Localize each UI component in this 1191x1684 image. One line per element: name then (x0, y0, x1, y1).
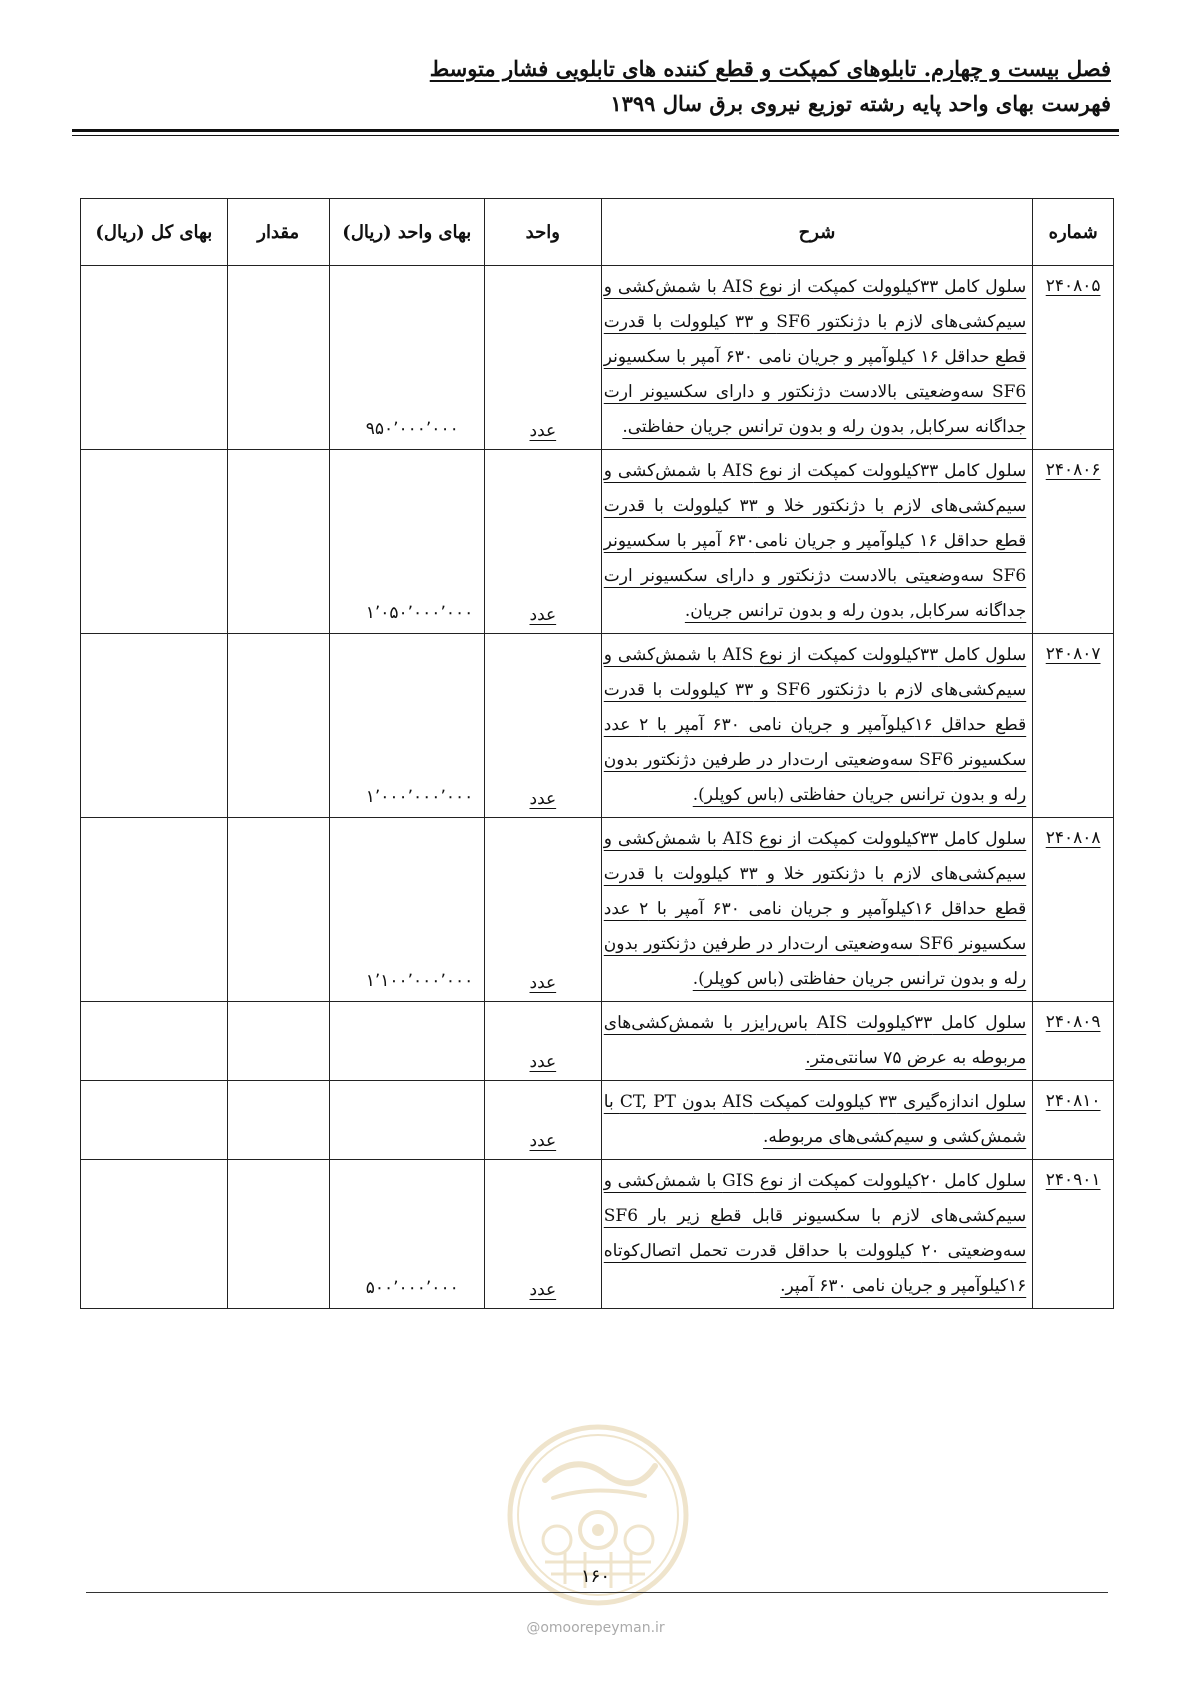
price-list-title: فهرست بهای واحد پایه رشته توزیع نیروی برق سال ۱۳۹۹ (610, 91, 1111, 116)
item-total-price (81, 1081, 228, 1160)
table-row (81, 1002, 1114, 1081)
item-unit-price: ۱٬۱۰۰٬۰۰۰٬۰۰۰ (329, 818, 484, 1002)
item-number: ۲۴۰۸۰۷ (1033, 634, 1114, 818)
item-unit-price: ۵۰۰٬۰۰۰٬۰۰۰ (329, 1160, 484, 1309)
item-unit: عدد (484, 1081, 601, 1160)
table-row (81, 450, 1114, 634)
col-header-description: شرح (601, 199, 1032, 266)
item-description: سلول کامل ۳۳کیلوولت AIS باس‌رایزر با شمش‌کشی‌های مربوطه به عرض ۷۵ سانتی‌متر. (601, 1002, 1032, 1081)
page-number: ۱۶۰ (580, 1566, 610, 1587)
table-header-row (81, 199, 1114, 266)
item-description: سلول کامل ۳۳کیلوولت کمپکت از نوع AIS با شمش‌کشی و سیم‌کشی‌های لازم با دژنکتور خلا و ۳۳ کیلوولت با قدرت قطع حداقل ۱۶ کیلوآمپر و جریان نامی۶۳۰ آمپر با سکسیونر SF6 سه‌وضعیتی بالادست دژنکتور و دارای سکسیونر ارت جداگانه سرکابل, بدون رله و بدون ترانس جریان. (601, 450, 1032, 634)
col-header-unit: واحد (484, 199, 601, 266)
table-row (81, 266, 1114, 450)
item-number: ۲۴۰۹۰۱ (1033, 1160, 1114, 1309)
col-header-total-price: بهای کل (ریال) (81, 199, 228, 266)
item-unit-price (329, 1002, 484, 1081)
item-unit-price: ۹۵۰٬۰۰۰٬۰۰۰ (329, 266, 484, 450)
item-quantity (227, 634, 329, 818)
table-row (81, 818, 1114, 1002)
item-quantity (227, 266, 329, 450)
table-row (81, 1081, 1114, 1160)
item-description: سلول کامل ۳۳کیلوولت کمپکت از نوع AIS با شمش‌کشی و سیم‌کشی‌های لازم با دژنکتور SF6 و ۳۳ کیلوولت با قدرت قطع حداقل ۱۶کیلوآمپر و جریان نامی ۶۳۰ آمپر با ۲ عدد سکسیونر SF6 سه‌وضعیتی ارت‌دار در طرفین دژنکتور بدون رله و بدون ترانس جریان حفاظتی (باس کوپلر). (601, 634, 1032, 818)
header-rule-thick (72, 129, 1119, 132)
item-unit: عدد (484, 266, 601, 450)
item-unit: عدد (484, 450, 601, 634)
item-quantity (227, 818, 329, 1002)
item-quantity (227, 450, 329, 634)
item-total-price (81, 634, 228, 818)
item-total-price (81, 1160, 228, 1309)
item-description: سلول کامل ۲۰کیلوولت کمپکت از نوع GIS با شمش‌کشی و سیم‌کشی‌های لازم با سکسیونر قابل قطع زیر بار SF6 سه‌وضعیتی ۲۰ کیلوولت با حداقل قدرت تحمل اتصال‌کوتاه ۱۶کیلوآمپر و جریان نامی ۶۳۰ آمپر. (601, 1160, 1032, 1309)
item-unit: عدد (484, 1002, 601, 1081)
item-unit: عدد (484, 1160, 601, 1309)
table-row (81, 634, 1114, 818)
item-quantity (227, 1002, 329, 1081)
item-total-price (81, 266, 228, 450)
page-header (71, 56, 1111, 116)
footer-rule (86, 1592, 1108, 1593)
chapter-title: فصل بیست و چهارم. تابلوهای کمپکت و قطع کننده های تابلویی فشار متوسط (429, 56, 1111, 81)
item-unit-price (329, 1081, 484, 1160)
item-total-price (81, 450, 228, 634)
item-number: ۲۴۰۸۰۸ (1033, 818, 1114, 1002)
item-description: سلول اندازه‌گیری ۳۳ کیلوولت کمپکت AIS بدون CT, PT با شمش‌کشی و سیم‌کشی‌های مربوطه. (601, 1081, 1032, 1160)
item-unit: عدد (484, 818, 601, 1002)
watermark-site: @omoorepeyman.ir (526, 1620, 665, 1636)
item-number: ۲۴۰۸۱۰ (1033, 1081, 1114, 1160)
col-header-number: شماره (1033, 199, 1114, 266)
item-unit-price: ۱٬۰۰۰٬۰۰۰٬۰۰۰ (329, 634, 484, 818)
price-table (80, 198, 1114, 1309)
item-total-price (81, 1002, 228, 1081)
item-unit: عدد (484, 634, 601, 818)
item-number: ۲۴۰۸۰۶ (1033, 450, 1114, 634)
col-header-quantity: مقدار (227, 199, 329, 266)
item-unit-price: ۱٬۰۵۰٬۰۰۰٬۰۰۰ (329, 450, 484, 634)
item-number: ۲۴۰۸۰۹ (1033, 1002, 1114, 1081)
item-description: سلول کامل ۳۳کیلوولت کمپکت از نوع AIS با شمش‌کشی و سیم‌کشی‌های لازم با دژنکتور خلا و ۳۳ کیلوولت با قدرت قطع حداقل ۱۶کیلوآمپر و جریان نامی ۶۳۰ آمپر با ۲ عدد سکسیونر SF6 سه‌وضعیتی ارت‌دار در طرفین دژنکتور بدون رله و بدون ترانس جریان حفاظتی (باس کوپلر). (601, 818, 1032, 1002)
item-quantity (227, 1160, 329, 1309)
item-quantity (227, 1081, 329, 1160)
item-total-price (81, 818, 228, 1002)
col-header-unit-price: بهای واحد (ریال) (329, 199, 484, 266)
table-row (81, 1160, 1114, 1309)
item-number: ۲۴۰۸۰۵ (1033, 266, 1114, 450)
header-rule-thin (72, 135, 1119, 136)
item-description: سلول کامل ۳۳کیلوولت کمپکت از نوع AIS با شمش‌کشی و سیم‌کشی‌های لازم با دژنکتور SF6 و ۳۳ کیلوولت با قدرت قطع حداقل ۱۶ کیلوآمپر و جریان نامی ۶۳۰ آمپر با سکسیونر SF6 سه‌وضعیتی بالادست دژنکتور و دارای سکسیونر ارت جداگانه سرکابل, بدون رله و بدون ترانس جریان حفاظتی. (601, 266, 1032, 450)
